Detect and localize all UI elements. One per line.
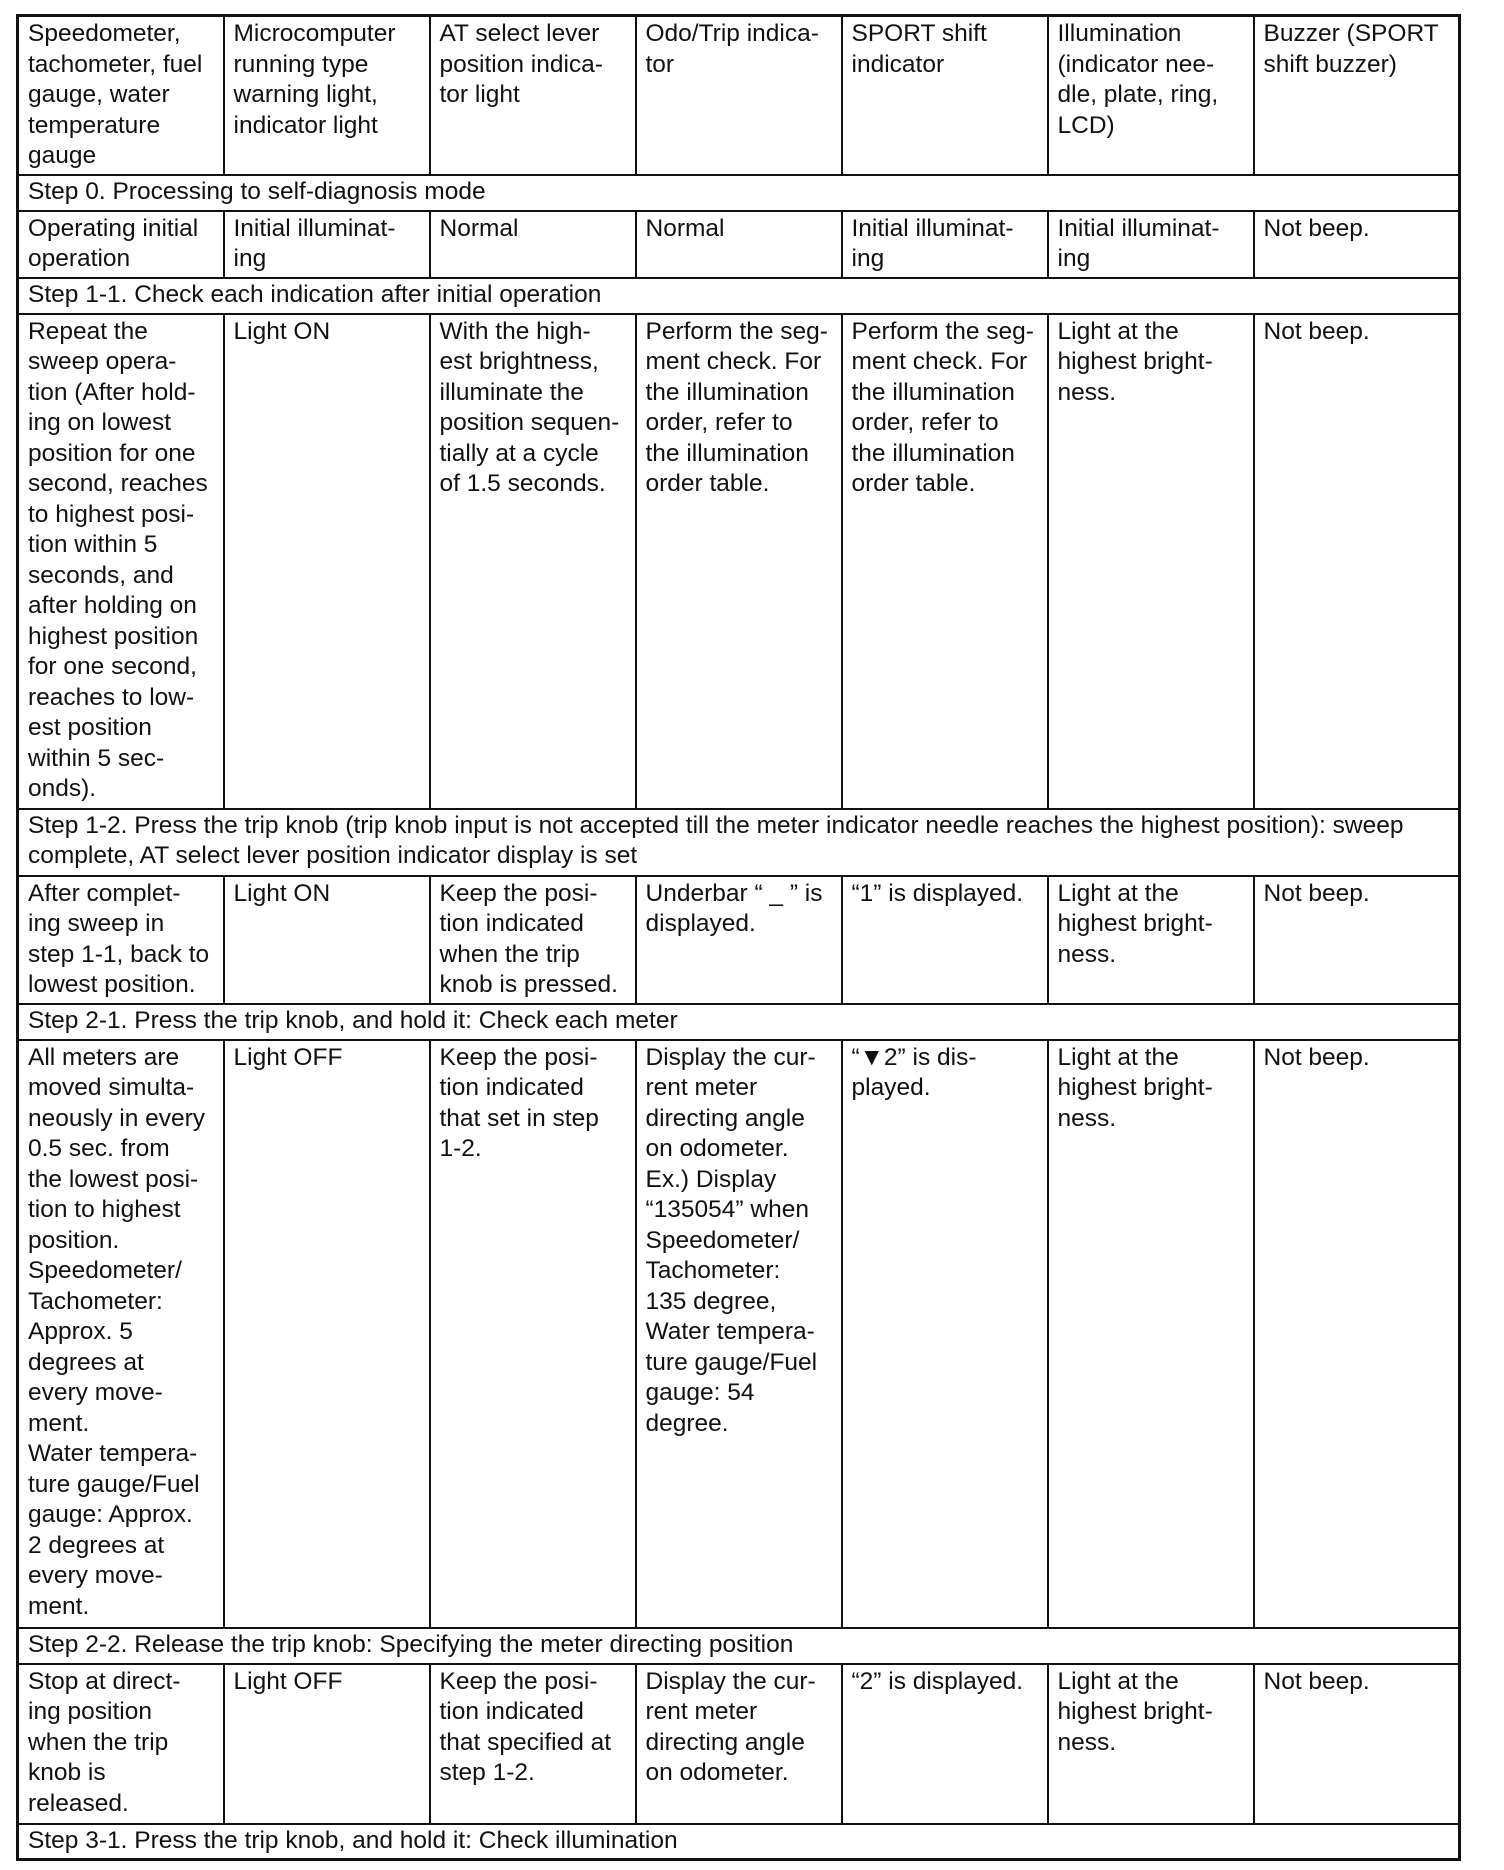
- table-cell: Initial illuminat- ing: [224, 211, 430, 278]
- header-cell-odo-trip: Odo/Trip indica- tor: [636, 16, 842, 175]
- step-title: Step 1-1. Check each indication after initial operation: [18, 278, 1460, 314]
- table-cell: Light at the highest bright- ness.: [1048, 1664, 1254, 1824]
- table-cell: Stop at direct- ing position when the trip knob is released.: [18, 1664, 224, 1824]
- table-cell: Light at the highest bright- ness.: [1048, 314, 1254, 809]
- table-cell: All meters are moved simulta- neously in every 0.5 sec. from the lowest posi- tion to highest position. Speedometer/ Tachometer: Approx. 5 degrees at every move- ment. Water tempera- ture gauge/Fuel gauge: Approx. 2 degrees at every move- ment.: [18, 1040, 224, 1628]
- table-cell: Keep the posi- tion indicated that specified at step 1-2.: [430, 1664, 636, 1824]
- table-cell: Not beep.: [1254, 314, 1460, 809]
- table-row-step-2-1: [18, 1040, 1460, 1628]
- table-cell: Perform the seg- ment check. For the illumination order, refer to the illumination order table.: [842, 314, 1048, 809]
- step-title: Step 3-1. Press the trip knob, and hold it: Check illumination: [18, 1824, 1460, 1860]
- header-cell-illumination: Illumination (indicator nee- dle, plate, ring, LCD): [1048, 16, 1254, 175]
- table-cell: Initial illuminat- ing: [1048, 211, 1254, 278]
- self-diagnosis-table: [16, 14, 1461, 1861]
- table-cell: Light at the highest bright- ness.: [1048, 1040, 1254, 1628]
- table-cell: With the high- est brightness, illuminate the position sequen- tially at a cycle of 1.5 seconds.: [430, 314, 636, 809]
- table-cell: Keep the posi- tion indicated when the trip knob is pressed.: [430, 876, 636, 1004]
- step-row-1-1: [18, 278, 1460, 314]
- table-cell: Light at the highest bright- ness.: [1048, 876, 1254, 1004]
- table-cell: Not beep.: [1254, 876, 1460, 1004]
- table-cell: After complet- ing sweep in step 1-1, back to lowest position.: [18, 876, 224, 1004]
- table-cell: Not beep.: [1254, 1040, 1460, 1628]
- table-cell: Keep the posi- tion indicated that set in step 1-2.: [430, 1040, 636, 1628]
- step-title: Step 2-1. Press the trip knob, and hold it: Check each meter: [18, 1004, 1460, 1040]
- table-row-step-2-2: [18, 1664, 1460, 1824]
- table-cell: Perform the seg- ment check. For the illumination order, refer to the illumination order table.: [636, 314, 842, 809]
- header-cell-gauges: Speedometer, tachometer, fuel gauge, water temperature gauge: [18, 16, 224, 175]
- step-row-3-1: [18, 1824, 1460, 1860]
- table-cell: Normal: [636, 211, 842, 278]
- table-cell: Light ON: [224, 876, 430, 1004]
- step-row-2-1: [18, 1004, 1460, 1040]
- table-body: [18, 16, 1460, 1860]
- table-row-step-1-2: [18, 876, 1460, 1004]
- header-cell-sport-shift: SPORT shift indicator: [842, 16, 1048, 175]
- table-cell: “2” is displayed.: [842, 1664, 1048, 1824]
- header-cell-at-select-lever: AT select lever position indica- tor light: [430, 16, 636, 175]
- table-cell: Light ON: [224, 314, 430, 809]
- header-cell-warning-light: Microcomputer running type warning light, indicator light: [224, 16, 430, 175]
- table-cell: Normal: [430, 211, 636, 278]
- table-cell: Operating initial operation: [18, 211, 224, 278]
- step-title: Step 0. Processing to self-diagnosis mode: [18, 175, 1460, 211]
- table-cell: Display the cur- rent meter directing angle on odometer. Ex.) Display “135054” when Speedometer/ Tachometer: 135 degree, Water tempera- ture gauge/Fuel gauge: 54 degree.: [636, 1040, 842, 1628]
- table-cell: Repeat the sweep opera- tion (After hold- ing on lowest position for one second, reaches to highest posi- tion within 5 seconds, and after holding on highest position for one second, reaches to low- est position within 5 sec- onds).: [18, 314, 224, 809]
- table-cell: “▼2” is dis- played.: [842, 1040, 1048, 1628]
- table-cell: Display the cur- rent meter directing angle on odometer.: [636, 1664, 842, 1824]
- table-row-step-0: [18, 211, 1460, 278]
- step-row-2-2: [18, 1628, 1460, 1664]
- header-cell-buzzer: Buzzer (SPORT shift buzzer): [1254, 16, 1460, 175]
- table-cell: Underbar “ _ ” is displayed.: [636, 876, 842, 1004]
- step-title: Step 2-2. Release the trip knob: Specifying the meter directing position: [18, 1628, 1460, 1664]
- step-row-1-2: [18, 809, 1460, 876]
- table-cell: Not beep.: [1254, 1664, 1460, 1824]
- table-row-step-1-1: [18, 314, 1460, 809]
- table-cell: Initial illuminat- ing: [842, 211, 1048, 278]
- table-cell: Not beep.: [1254, 211, 1460, 278]
- step-row-0: [18, 175, 1460, 211]
- header-row: [18, 16, 1460, 175]
- step-title: Step 1-2. Press the trip knob (trip knob input is not accepted till the meter indicator needle reaches the highest position): sweep complete, AT select lever position indicator display is set: [18, 809, 1460, 876]
- table-cell: Light OFF: [224, 1664, 430, 1824]
- table-cell: “1” is displayed.: [842, 876, 1048, 1004]
- table-cell: Light OFF: [224, 1040, 430, 1628]
